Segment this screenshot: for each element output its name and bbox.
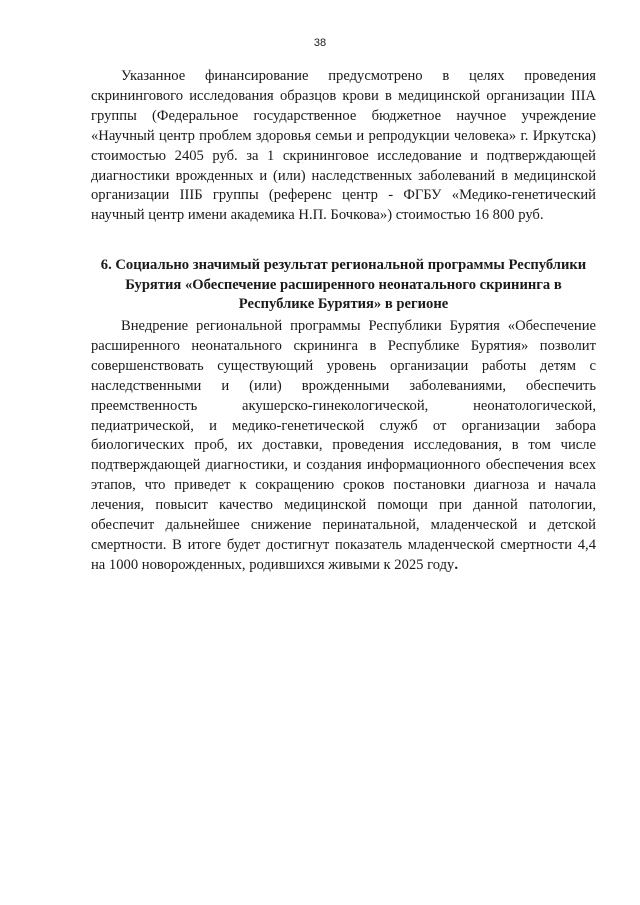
funding-paragraph: Указанное финансирование предусмотрено в целях проведения скринингового исследования образцов крови в медицинской организации IIIA группы (Федеральное государственное бюджетное научное учреждение «Научный центр проблем здоровья семьи и репродукции человека» г. Иркутска) стоимостью 2405 руб. за 1 скрининговое исследование и подтверждающей диагностики врожденных и (или) наследственных заболеваний в медицинской организации IIIБ группы (референс центр - ФГБУ «Медико-генетический научный центр имени академика Н.П. Бочкова») стоимостью 16 800 руб. (91, 68, 596, 224)
section-heading: 6. Социально значимый результат региональной программы Республики Бурятия «Обеспечение расширенного неонатального скрининга в Республике Бурятия» в регионе (100, 257, 587, 312)
result-paragraph-end-mark: . (454, 556, 458, 573)
result-paragraph (91, 317, 596, 576)
page-number: 38 (313, 37, 327, 49)
result-paragraph-text: Внедрение региональной программы Республики Бурятия «Обеспечение расширенного неонатального скрининга в Республике Бурятия» позволит совершенствовать существующий уровень организации работы детям с наследственными и (или) врожденными заболеваниями, обеспечить преемственность акушерско-гинекологической, неонатологической, педиатрической, и медико-генетической служб от организации забора биологических проб, их доставки, проведения исследования, в том числе подтверждающей диагностики, и создания информационного обеспечения всех этапов, что приведет к сокращению сроков постановки диагноза и начала лечения, повысит качество медицинской помощи при данной патологии, обеспечит дальнейшее снижение перинатальной, младенческой и детской смертности. В итоге будет достигнут показатель младенческой смертности 4,4 на 1000 новорожденных, родившихся живыми к 2025 году (91, 318, 596, 573)
result-paragraph-block (91, 317, 596, 576)
funding-paragraph-block (91, 67, 596, 226)
